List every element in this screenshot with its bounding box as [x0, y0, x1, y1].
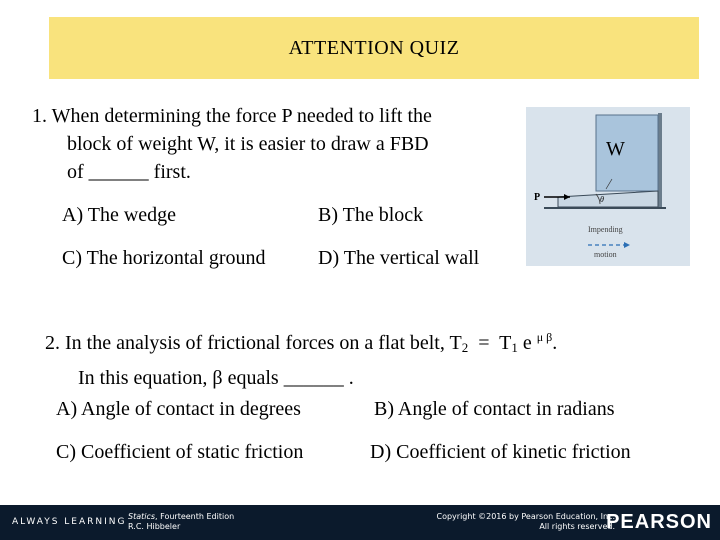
motion-label-1: Impending [588, 225, 623, 234]
question-1 [32, 102, 532, 186]
quiz-title-banner [49, 17, 699, 79]
copyright-text: Copyright ©2016 by Pearson Education, Inc. [436, 512, 615, 521]
question-2 [45, 322, 557, 393]
q2-equals: = T [468, 332, 512, 354]
motion-arrowhead [624, 242, 630, 248]
book-author: R.C. Hibbeler [128, 522, 181, 531]
q1-option-c[interactable]: C) The horizontal ground [62, 247, 266, 269]
book-title: Statics [128, 512, 156, 521]
q2-option-a[interactable]: A) Angle of contact in degrees [56, 398, 301, 420]
rights-text: All rights reserved. [539, 522, 615, 531]
footer-bar [0, 505, 720, 540]
weight-label: W [606, 138, 625, 160]
wedge-block-figure [526, 107, 690, 266]
q1-option-a[interactable]: A) The wedge [62, 204, 177, 226]
q2-option-d[interactable]: D) Coefficient of kinetic friction [370, 441, 631, 463]
q2-option-b[interactable]: B) Angle of contact in radians [374, 398, 615, 420]
q2-period: . [552, 332, 558, 354]
pearson-logo: PEARSON [606, 511, 712, 533]
question-1-line-3: of ______ first. [67, 161, 191, 183]
quiz-title: ATTENTION QUIZ [288, 36, 460, 59]
question-2-line-1 [45, 322, 557, 363]
force-label: P [534, 192, 541, 203]
wedge [558, 191, 658, 207]
question-1-line-2: block of weight W, it is easier to draw a FBD [67, 133, 429, 155]
exponent: μ β [536, 330, 553, 344]
t1-subscript: 1 [511, 340, 518, 355]
angle-label: θ [600, 195, 604, 204]
q1-option-b[interactable]: B) The block [318, 204, 424, 226]
q2-option-c[interactable]: C) Coefficient of static friction [56, 441, 304, 463]
motion-label-2: motion [594, 250, 617, 259]
question-1-line-1: 1. When determining the force P needed to lift the [32, 105, 432, 127]
vertical-wall [658, 113, 662, 209]
footer-brand: ALWAYS LEARNING [12, 517, 127, 527]
book-edition: , Fourteenth Edition [155, 512, 235, 521]
question-2-line-2: In this equation, β equals ______ . [78, 367, 354, 389]
q2-text: 2. In the analysis of frictional forces on a flat belt, T [45, 332, 462, 354]
wedge-diagram [526, 107, 690, 266]
q1-option-d[interactable]: D) The vertical wall [318, 247, 480, 269]
q2-e: e [517, 332, 537, 354]
footer-book-info [128, 512, 234, 532]
t2-subscript: 2 [461, 340, 469, 355]
footer-copyright [436, 512, 615, 532]
